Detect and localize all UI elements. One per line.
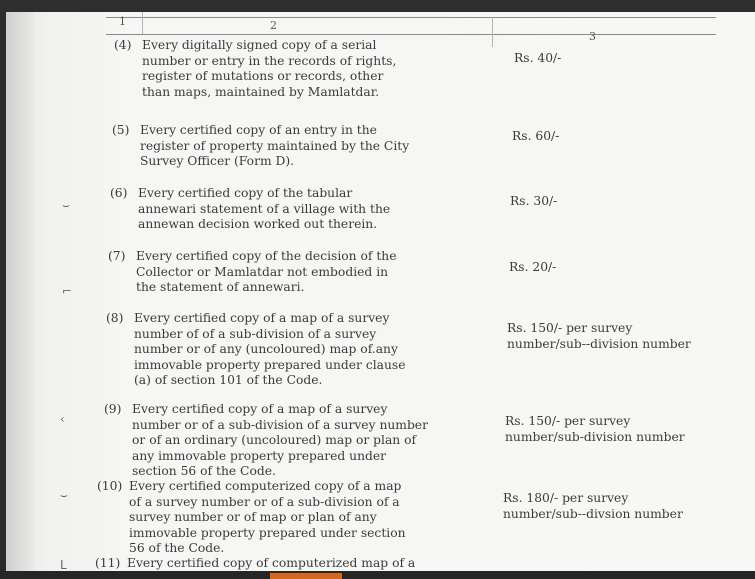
fee-4: Rs. 40/- — [514, 51, 562, 65]
entry-text: Every certified copy of the decision of the Collector or Mamlatdar not embodied in the statement of annewari. — [136, 249, 397, 294]
scroll-indicator[interactable] — [270, 573, 342, 579]
entry-number: (11) — [95, 556, 121, 570]
entry-number: (5) — [112, 123, 130, 137]
page-binding-edge — [6, 12, 34, 571]
column-header-1: 1 — [119, 15, 126, 28]
entry-text: Every certified copy of computerized map of a — [127, 556, 416, 570]
entry-number: (9) — [104, 402, 122, 416]
margin-mark: ᒪ — [60, 558, 67, 571]
fee-6: Rs. 30/- — [510, 194, 558, 208]
entry-number: (8) — [106, 311, 124, 325]
entry-text: Every certified copy of a map of a survey number or of a sub-division of a survey number or of an ordinary (uncoloured) map or plan of any immovable property prepared under section 56 of the Code. — [132, 402, 428, 478]
scanned-page — [6, 12, 755, 571]
fee-7: Rs. 20/- — [509, 260, 557, 274]
margin-mark: ⌣ — [62, 198, 70, 212]
entry-text: Every certified computerized copy of a map of a survey number or of a sub-division of a survey number or of map or plan of any immovable property prepared under section 56 of the Code. — [129, 479, 406, 555]
entry-text: Every digitally signed copy of a serial number or entry in the records of rights, register of mutations or records, other than maps, maintained by Mamlatdar. — [142, 38, 397, 99]
column-divider — [492, 17, 493, 47]
column-header-3: 3 — [589, 30, 596, 43]
entry-text: Every certified copy of a map of a survey number of of a sub-division of a survey number or of any (uncoloured) map of.any immovable property prepared under clause (a) of section 101 of the Code. — [134, 311, 406, 387]
viewer-bottom-bar — [0, 571, 755, 579]
fee-10: Rs. 180/- per survey number/sub--divsion number — [503, 491, 683, 521]
table-top-rule — [106, 17, 716, 18]
entry-text: Every certified copy of an entry in the register of property maintained by the City Survey Officer (Form D). — [140, 123, 410, 168]
column-divider — [142, 12, 143, 34]
header-bottom-rule — [106, 34, 716, 35]
entry-number: (6) — [110, 186, 128, 200]
entry-number: (10) — [97, 479, 123, 493]
entry-number: (7) — [108, 249, 126, 263]
column-header-2: 2 — [270, 19, 277, 32]
viewer-top-bar — [0, 0, 755, 12]
fee-5: Rs. 60/- — [512, 129, 560, 143]
entry-text: Every certified copy of the tabular annewari statement of a village with the annewan decision worked out therein. — [138, 186, 391, 231]
margin-mark: ⌣ — [60, 488, 68, 502]
margin-mark: ⌐ — [62, 284, 73, 298]
entry-number: (4) — [114, 38, 132, 52]
fee-8: Rs. 150/- per survey number/sub--division number — [507, 321, 691, 351]
margin-mark: ‹ — [60, 412, 65, 426]
fee-9: Rs. 150/- per survey number/sub-division number — [505, 414, 685, 444]
